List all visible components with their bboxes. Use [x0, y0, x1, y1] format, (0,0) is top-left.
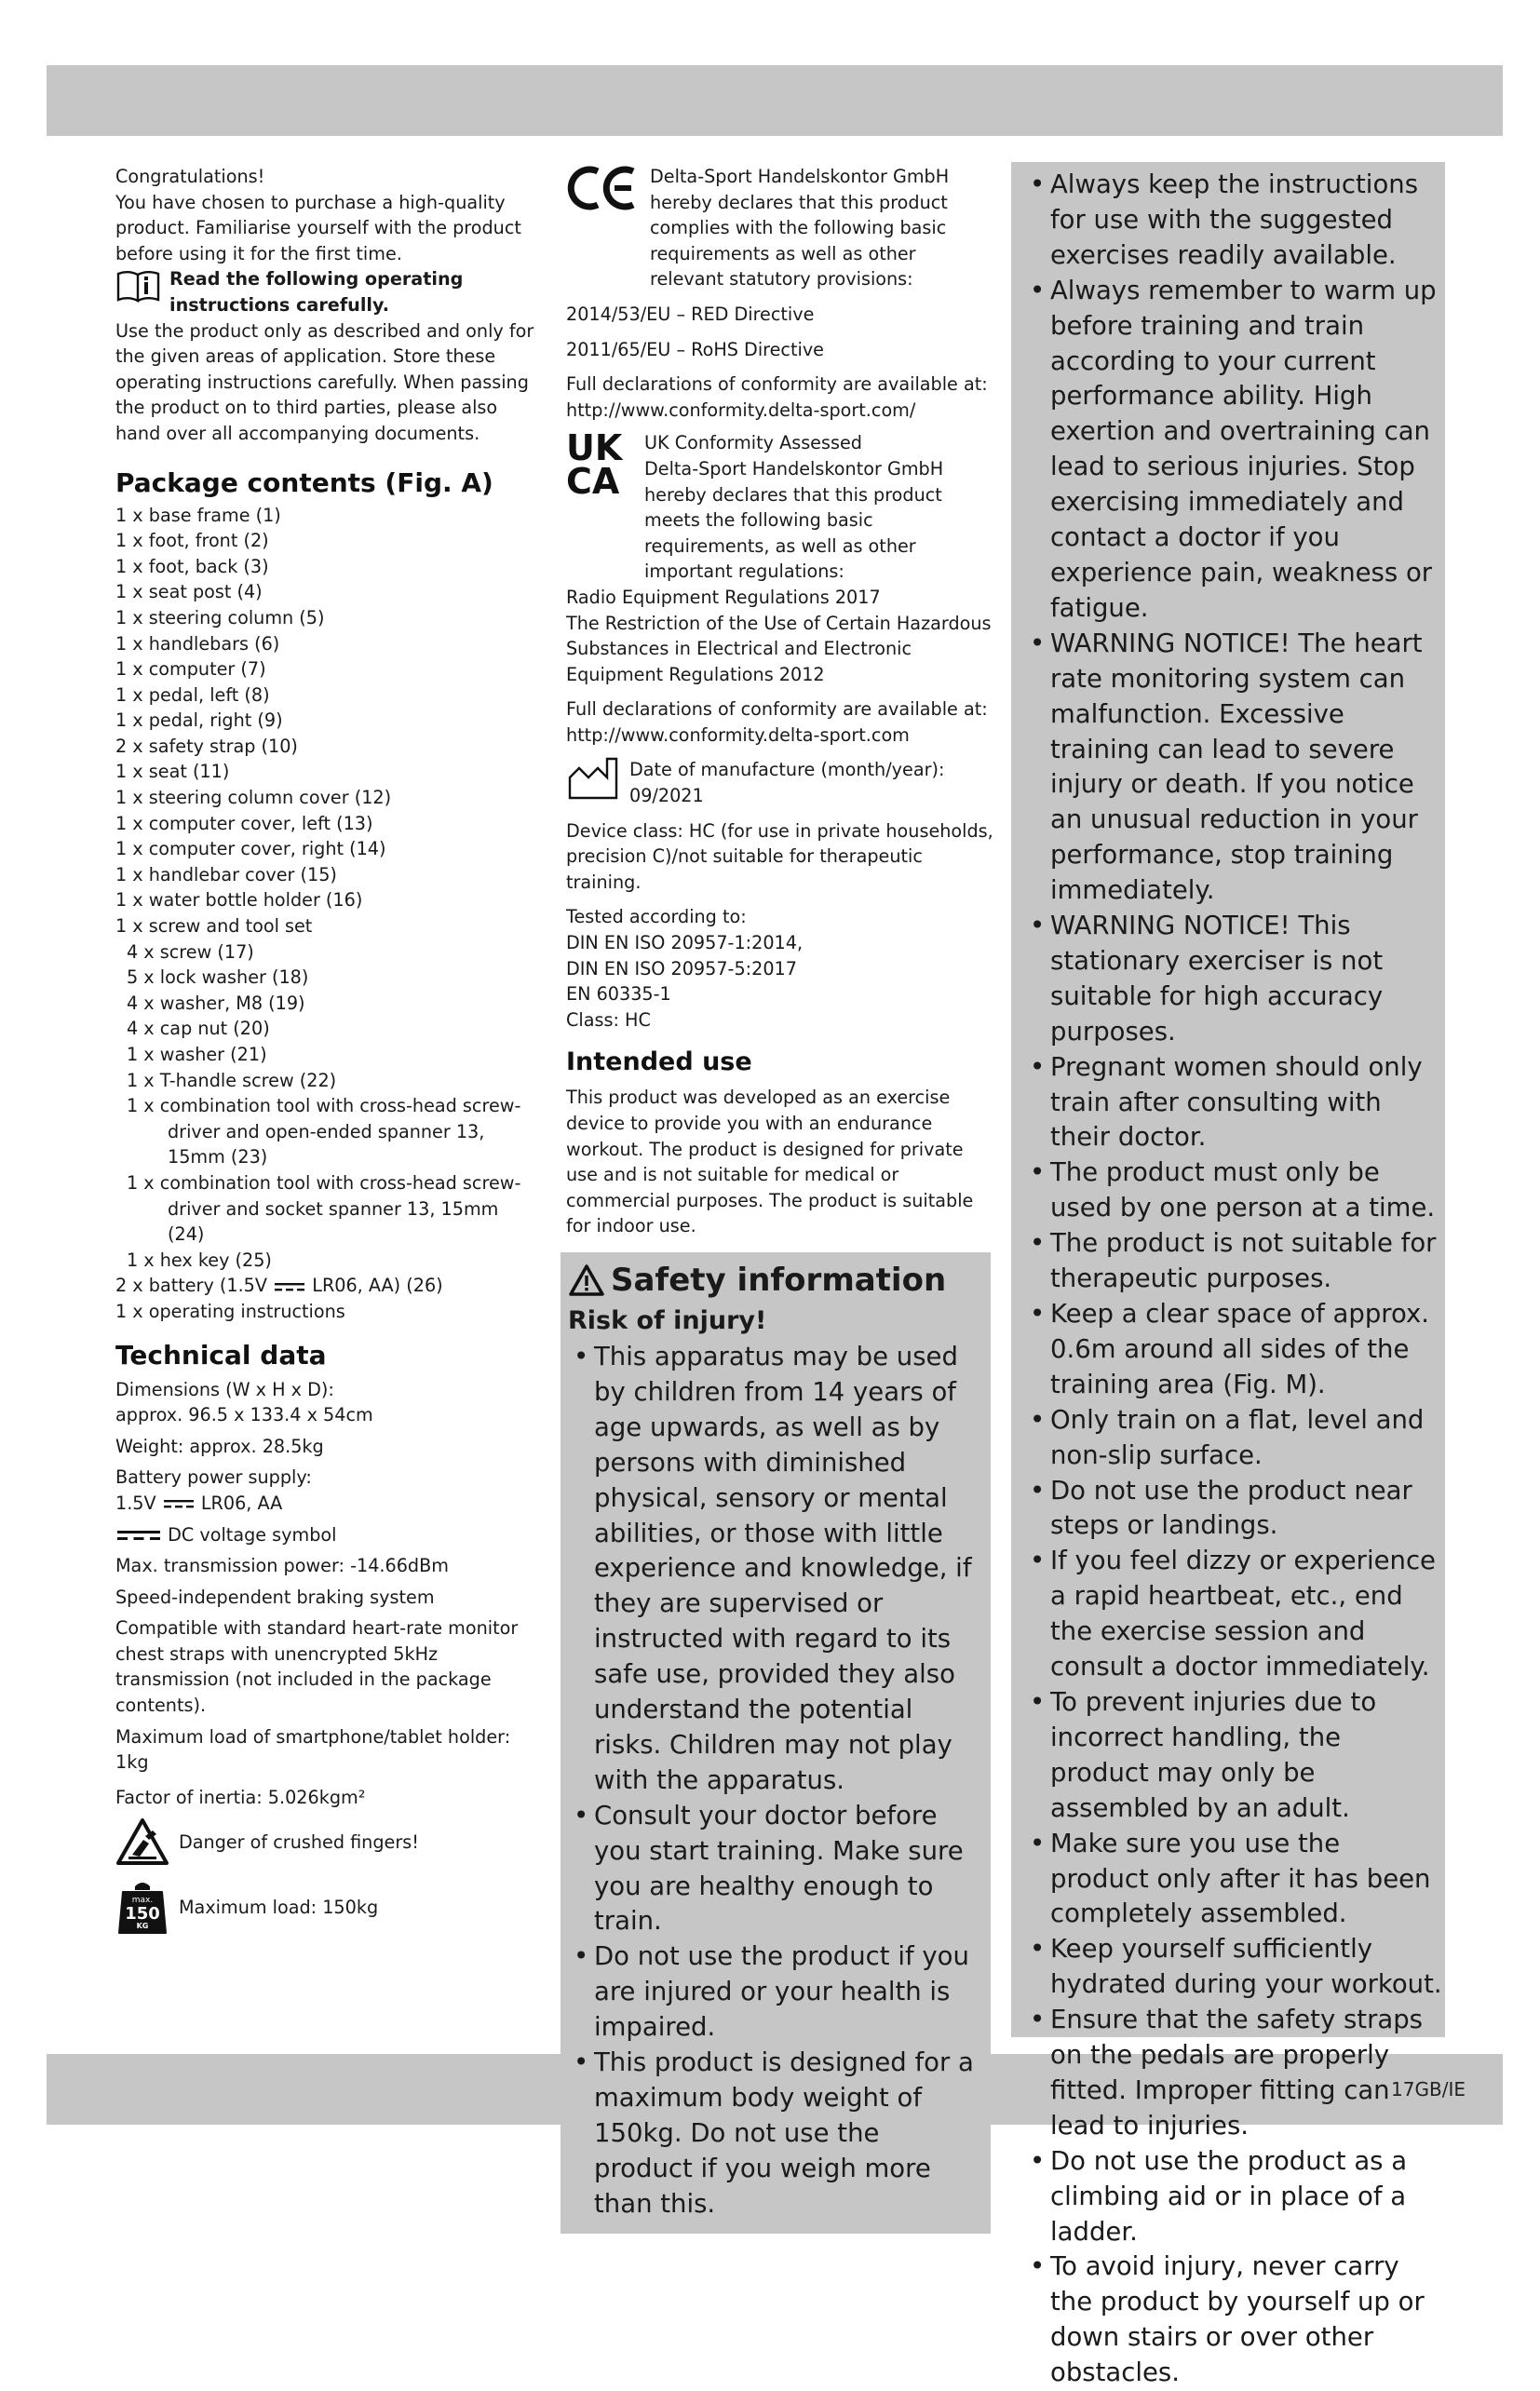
list-item: 1 x seat (11)	[115, 761, 230, 783]
list-item: 1 x computer cover, right (14)	[115, 838, 386, 860]
list-item: 1 x base frame (1)	[115, 504, 281, 526]
purchase-text: You have chosen to purchase a high-quality product. Familiarise yourself with the product before using it for the first time.	[115, 191, 521, 264]
crush-hazard-icon	[115, 1817, 169, 1866]
transmission-text: Max. transmission power: -14.66dBm	[115, 1555, 449, 1577]
safety-item: • Make sure you use the product only after it has been completely assembled.	[1024, 1827, 1445, 1933]
braking-text: Speed-independent braking system	[115, 1586, 435, 1608]
safety-item: • WARNING NOTICE! The heart rate monitoring system can malfunction. Excessive training can lead to severe injury or death. If you notice an unusual reduction in your performance, stop training immediately.	[1024, 627, 1445, 909]
column-left	[115, 164, 534, 1935]
column-middle	[566, 164, 994, 2234]
battery-text-post: LR06, AA) (26)	[312, 1275, 443, 1297]
list-item: 5 x lock washer (18)	[127, 966, 309, 989]
safety-item: • Do not use the product near steps or landings.	[1024, 1474, 1445, 1545]
safety-item: • To avoid injury, never carry the product by yourself up or down stairs or over other obstacles.	[1024, 2249, 1445, 2391]
dimensions-label: Dimensions (W x H x D):	[115, 1378, 334, 1400]
holder-load-value: 1kg	[115, 1751, 149, 1774]
radio-regulations: Radio Equipment Regulations 2017	[566, 586, 881, 608]
safety-item: • Ensure that the safety straps on the pedals are properly fitted. Improper fitting can lead to injuries.	[1024, 2003, 1445, 2144]
full-declaration-link-1: Full declarations of conformity are available at: http://www.conformity.delta-sport.com/	[566, 373, 988, 421]
congratulations-text: Congratulations!	[115, 166, 265, 187]
device-class-text: Device class: HC (for use in private households, precision C)/not suitable for therapeutic training.	[566, 819, 993, 893]
tested-standard: EN 60335-1	[566, 983, 671, 1006]
ukca-mark-icon	[566, 430, 635, 495]
safety-item: • Only train on a flat, level and non-slip surface.	[1024, 1403, 1445, 1474]
list-item: 4 x cap nut (20)	[127, 1018, 270, 1040]
list-item: 1 x pedal, left (8)	[115, 683, 270, 706]
list-item: 1 x washer (21)	[127, 1044, 267, 1065]
warning-triangle-icon	[568, 1263, 605, 1297]
rohs-directive: 2011/65/EU – RoHS Directive	[566, 338, 824, 360]
list-item: 1 x foot, front (2)	[115, 530, 269, 552]
list-item: 1 x pedal, right (9)	[115, 709, 283, 732]
list-item	[115, 1093, 534, 1170]
safety-item: • Pregnant women should only train after consulting with their doctor.	[1024, 1050, 1445, 1156]
red-directive: 2014/53/EU – RED Directive	[566, 303, 815, 325]
list-item: 2 x safety strap (10)	[115, 735, 298, 757]
safety-list	[568, 1340, 981, 2222]
safety-item: • This apparatus may be used by children from 14 years of age upwards, as well as by persons with diminished physical, sensory or mental abilities, or those with little experience and knowledge, if they are supervised or instructed with regard to its safe use, provided they also understand the potential risks. Children may not play with the apparatus.	[568, 1340, 981, 1799]
manufacture-value: 09/2021	[629, 785, 704, 807]
tested-label: Tested according to:	[566, 906, 747, 928]
weight-icon-number: 150	[125, 1904, 160, 1925]
holder-load-label: Maximum load of smartphone/tablet holder:	[115, 1725, 511, 1748]
weight-text: Weight: approx. 28.5kg	[115, 1435, 324, 1457]
read-instructions-notice	[115, 266, 534, 317]
full-declaration-link-2: Full declarations of conformity are available at: http://www.conformity.delta-sport.com	[566, 698, 988, 746]
weight-icon-max: max.	[131, 1896, 154, 1906]
package-contents-title: Package contents (Fig. A)	[115, 466, 493, 498]
ce-mark-icon	[566, 164, 641, 212]
battery-supply-label: Battery power supply:	[115, 1466, 312, 1489]
safety-item: • Do not use the product if you are injured or your health is impaired.	[568, 1939, 981, 2046]
safety-item: • Consult your doctor before you start training. Make sure you are healthy enough to train.	[568, 1799, 981, 1940]
tool-line-rest: driver and open-ended spanner 13, 15mm (23)	[168, 1120, 485, 1168]
list-item: 1 x steering column (5)	[115, 606, 325, 628]
dc-symbol-text: DC voltage symbol	[168, 1523, 337, 1546]
safety-item: • This product is designed for a maximum body weight of 150kg. Do not use the product if you weigh more than this.	[568, 2046, 981, 2222]
technical-data-title: Technical data	[115, 1339, 327, 1371]
crush-warning-text: Danger of crushed fingers!	[179, 1830, 419, 1853]
list-item: 1 x handlebars (6)	[115, 632, 280, 655]
list-item	[115, 1273, 534, 1299]
compatible-text: Compatible with standard heart-rate monitor chest straps with unencrypted 5kHz transmission (not included in the package contents).	[115, 1617, 519, 1717]
tool-line-first: 1 x combination tool with cross-head screw-	[127, 1171, 521, 1194]
inertia-text: Factor of inertia: 5.026kgm²	[115, 1786, 366, 1808]
weight-icon	[115, 1879, 169, 1935]
tested-standard: DIN EN ISO 20957-5:2017	[566, 957, 797, 979]
manufacture-label: Date of manufacture (month/year):	[629, 759, 945, 781]
battery-text-pre: 2 x battery (1.5V	[115, 1275, 268, 1297]
safety-information-box	[561, 1252, 991, 2234]
list-item: 4 x screw (17)	[127, 940, 254, 963]
safety-item: • Keep yourself sufficiently hydrated during your workout.	[1024, 1932, 1445, 2003]
list-item: 4 x washer, M8 (19)	[127, 992, 305, 1014]
manufacture-date-icon	[566, 757, 620, 800]
safety-item: • Always keep the instructions for use with the suggested exercises readily available.	[1024, 168, 1445, 274]
list-item: 1 x computer (7)	[115, 658, 266, 681]
ukca-title: UK Conformity Assessed	[644, 432, 862, 454]
list-item: 1 x hex key (25)	[127, 1249, 272, 1271]
intended-use-title: Intended use	[566, 1047, 752, 1077]
safety-list-continued	[1024, 168, 1445, 2391]
safety-item: • To prevent injuries due to incorrect handling, the product may only be assembled by an adult.	[1024, 1685, 1445, 1827]
ukca-icon-bottom: CA	[566, 461, 620, 496]
ce-text: Delta-Sport Handelskontor GmbH hereby declares that this product complies with the following basic requirements as well as other relevant statutory provisions:	[650, 166, 950, 290]
list-item: 1 x computer cover, left (13)	[115, 812, 373, 834]
safety-item: • Do not use the product as a climbing aid or in place of a ladder.	[1024, 2144, 1445, 2250]
safety-item: • Always remember to warm up before training and train according to your current performance ability. High exertion and overtraining can lead to serious injuries. Stop exercising immediately and contact a doctor if you experience pain, weakness or fatigue.	[1024, 274, 1445, 627]
package-list	[115, 503, 534, 1325]
battery-type: LR06, AA	[200, 1492, 283, 1514]
dc-voltage-icon	[115, 1529, 162, 1542]
list-item: 1 x foot, back (3)	[115, 555, 269, 577]
ukca-declaration	[566, 430, 994, 585]
dc-voltage-icon	[162, 1498, 196, 1509]
list-item: 1 x seat post (4)	[115, 581, 263, 603]
list-item: 1 x screw and tool set	[115, 915, 313, 938]
ce-declaration	[566, 164, 994, 292]
risk-of-injury-title: Risk of injury!	[568, 1305, 767, 1335]
dc-symbol-row	[115, 1522, 534, 1548]
safety-item: • Keep a clear space of approx. 0.6m around all sides of the training area (Fig. M).	[1024, 1297, 1445, 1403]
read-instructions-title: Read the following operating instructions carefully.	[169, 268, 464, 316]
ukca-text: Delta-Sport Handelskontor GmbH hereby declares that this product meets the following basic requirements, as well as other important regulations:	[644, 457, 944, 583]
battery-voltage: 1.5V	[115, 1492, 156, 1514]
tool-line-rest: driver and socket spanner 13, 15mm (24)	[168, 1197, 499, 1246]
page-number: 17GB/IE	[1391, 2078, 1466, 2101]
manufacture-date	[566, 757, 994, 808]
list-item: 1 x handlebar cover (15)	[115, 863, 337, 885]
dimensions-value: approx. 96.5 x 133.4 x 54cm	[115, 1404, 373, 1426]
safety-title: Safety information	[611, 1261, 947, 1299]
max-load-row	[115, 1879, 534, 1935]
list-item: 1 x steering column cover (12)	[115, 787, 392, 809]
intended-use-text: This product was developed as an exercise device to provide you with an endurance workout. The product is designed for private use and is not suitable for medical or commercial purposes. The product is suitable for indoor use.	[566, 1087, 974, 1237]
rohs-regulations: The Restriction of the Use of Certain Hazardous Substances in Electrical and Electronic Equipment Regulations 2012	[566, 612, 992, 685]
safety-item: • The product must only be used by one person at a time.	[1024, 1155, 1445, 1226]
max-load-text: Maximum load: 150kg	[179, 1896, 379, 1918]
safety-item: • The product is not suitable for therapeutic purposes.	[1024, 1226, 1445, 1297]
weight-icon-unit: KG	[136, 1922, 149, 1931]
header-band	[47, 65, 1503, 136]
list-item	[115, 1170, 534, 1248]
battery-supply-value	[115, 1491, 534, 1517]
list-item: 1 x water bottle holder (16)	[115, 889, 363, 912]
dc-voltage-icon	[273, 1281, 306, 1292]
safety-title-row	[568, 1260, 981, 1301]
tested-class: Class: HC	[566, 1008, 651, 1031]
list-item: 1 x operating instructions	[115, 1300, 345, 1322]
crush-warning-row	[115, 1817, 534, 1866]
safety-item: • If you feel dizzy or experience a rapid heartbeat, etc., end the exercise session and consult a doctor immediately.	[1024, 1544, 1445, 1685]
safety-item: • WARNING NOTICE! This stationary exerciser is not suitable for high accuracy purposes.	[1024, 909, 1445, 1050]
tool-line-first: 1 x combination tool with cross-head screw-	[127, 1095, 521, 1117]
ukca-icon-top: UK	[566, 430, 623, 469]
tested-standard: DIN EN ISO 20957-1:2014,	[566, 932, 804, 954]
list-item: 1 x T-handle screw (22)	[127, 1069, 337, 1091]
use-text: Use the product only as described and only for the given areas of application. Store these operating instructions carefully. When passing the product on to third parties, please also hand over all accompanying documents.	[115, 319, 534, 444]
book-info-icon	[115, 268, 162, 304]
